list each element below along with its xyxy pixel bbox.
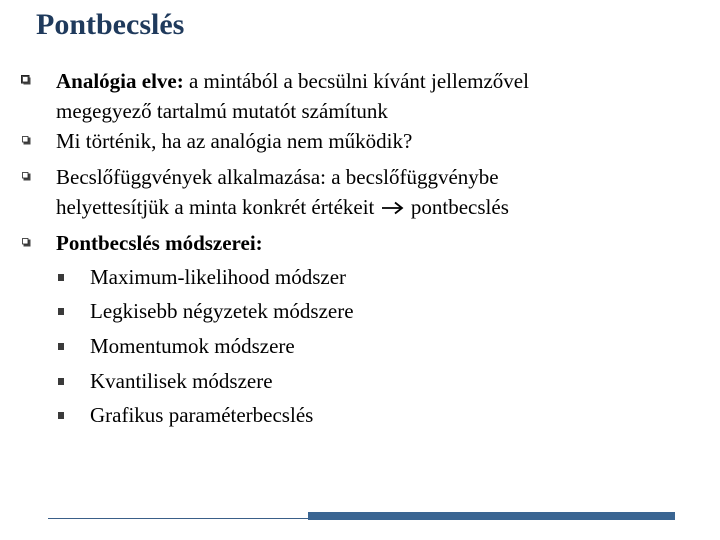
checkbox-bullet-icon — [21, 171, 31, 181]
method-label: Grafikus paraméterbecslés — [90, 403, 314, 427]
method-label: Maximum-likelihood módszer — [90, 265, 347, 289]
method-label: Momentumok módszere — [90, 334, 295, 358]
square-bullet-icon — [58, 412, 64, 419]
bullet-body-continued: megegyező tartalmú mutatót számítunk — [56, 99, 388, 123]
method-label: Kvantilisek módszere — [90, 369, 273, 393]
checkbox-bullet-icon — [21, 135, 31, 145]
bullet-text: Mi történik, ha az analógia nem működik? — [56, 129, 413, 153]
bullet-bold-label: Pontbecslés módszerei: — [56, 231, 263, 255]
bullet-body: a mintából a becsülni kívánt jellemzővel — [183, 69, 529, 93]
bullet-text — [56, 162, 656, 222]
bullet-bold-label: Analógia elve: — [56, 69, 184, 93]
right-arrow-icon — [380, 201, 406, 215]
checkbox-bullet-icon — [21, 75, 31, 85]
slide-title: Pontbecslés — [36, 8, 185, 41]
square-bullet-icon — [58, 274, 64, 281]
footer-rule-thin — [48, 518, 310, 519]
checkbox-bullet-icon — [21, 237, 31, 247]
square-bullet-icon — [58, 378, 64, 385]
arrow-result-text: pontbecslés — [405, 195, 509, 219]
bullet-body-continued: helyettesítjük a minta konkrét értékeit — [56, 195, 375, 219]
square-bullet-icon — [58, 308, 64, 315]
footer-rule-thick — [308, 512, 675, 520]
square-bullet-icon — [58, 343, 64, 350]
bullet-body: Becslőfüggvények alkalmazása: a becslőfüggvénybe — [56, 165, 499, 189]
bullet-text — [56, 66, 656, 126]
method-label: Legkisebb négyzetek módszere — [90, 299, 354, 323]
bullet-text — [56, 228, 656, 258]
